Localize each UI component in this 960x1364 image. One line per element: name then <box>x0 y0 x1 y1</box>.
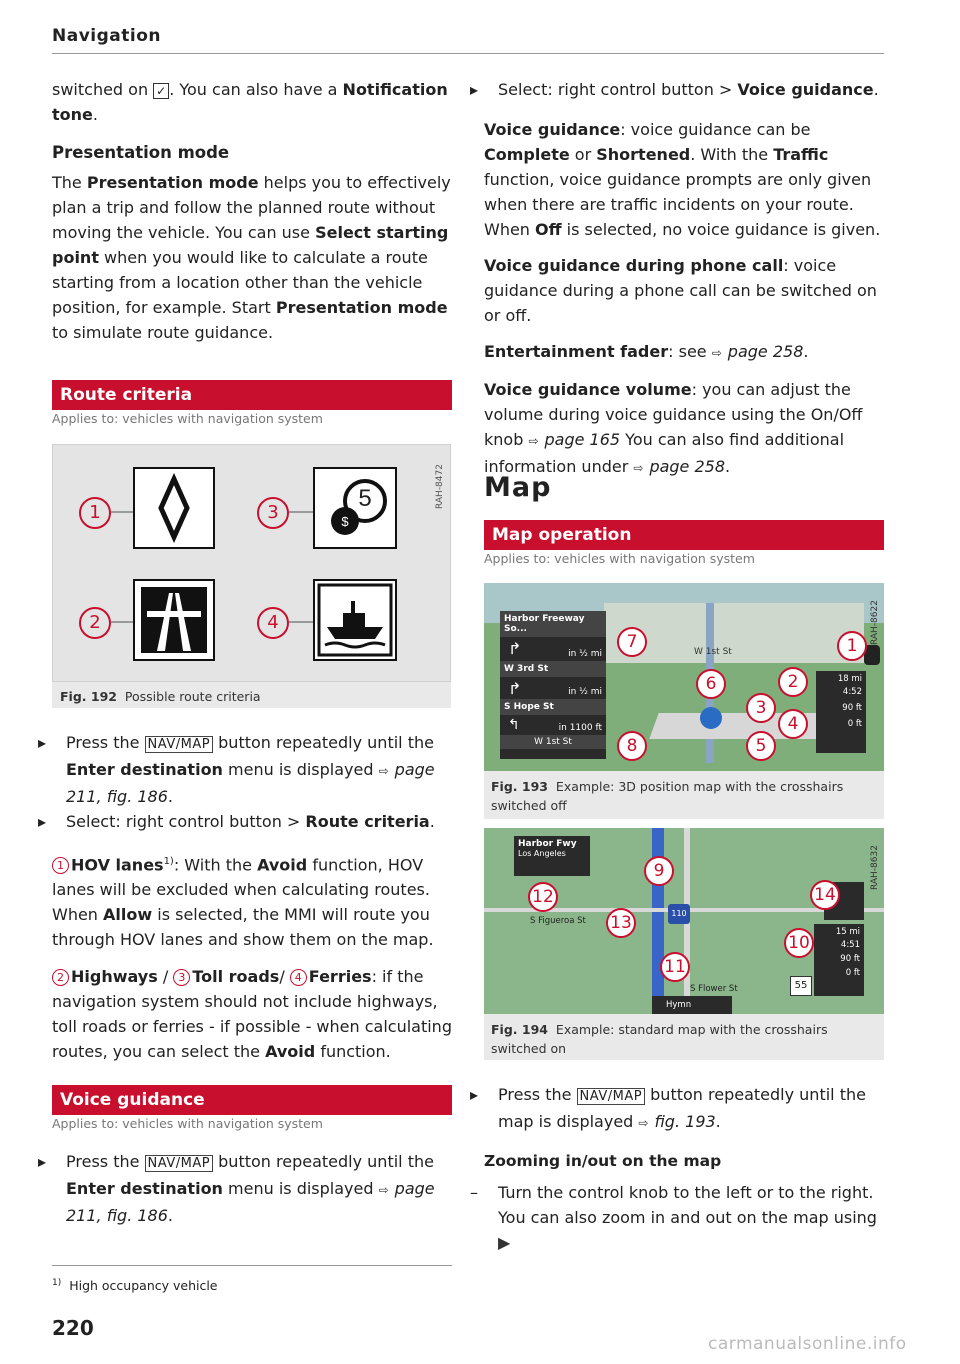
highways-paragraph: 2 Highways / 3 Toll roads/ 4 Ferries: if the navigation system should not include highways, toll roads or ferries - if possible - when calculating routes, you can select the Avoid function. <box>52 967 452 1062</box>
footnote-divider <box>52 1265 452 1266</box>
reference-link[interactable]: page 165 <box>544 430 621 449</box>
callout-ref-4: 4 <box>290 969 307 986</box>
figure-193-code: RAH-8622 <box>870 600 880 645</box>
callout-5-map: 5 <box>746 731 776 761</box>
dash-bullet: – <box>470 1183 478 1202</box>
step-arrow-icon: ▸ <box>38 1152 47 1171</box>
reference-link[interactable]: page 258 <box>727 342 804 361</box>
presentation-mode-heading: Presentation mode <box>52 143 230 162</box>
map-heading: Map <box>484 472 552 503</box>
watermark: carmanualsonline.info <box>708 1334 907 1354</box>
reference-arrow-icon: ⇨ <box>528 434 539 448</box>
maneuver-row-1: in ½ mi ↱ <box>508 639 602 659</box>
volume-paragraph: Voice guidance volume: you can adjust the volume during voice guidance using the On/Off knob ⇨ page 165 You can also find additional information under ⇨ page 258. <box>484 380 863 476</box>
reference-arrow-icon: ⇨ <box>638 1116 649 1130</box>
reference-link[interactable]: page 211, fig. 186 <box>66 760 435 806</box>
callout-7: 7 <box>617 627 647 657</box>
toll-shield-number: 5 <box>358 485 372 512</box>
toll-road-icon <box>313 467 397 549</box>
callout-4-line <box>289 621 313 623</box>
figure-193 <box>484 583 884 819</box>
callout-13-map: 13 <box>606 908 636 938</box>
intro-paragraph: switched on ✓ . You can also have a Notification tone. <box>52 80 448 124</box>
highway-icon <box>133 579 215 661</box>
reference-link[interactable]: fig. 193 <box>654 1112 716 1131</box>
map-street-label: W 1st St <box>694 647 732 657</box>
vehicle-position-icon <box>700 707 722 729</box>
page-number: 220 <box>52 1316 94 1340</box>
callout-11-map: 11 <box>660 952 690 982</box>
entertainment-fader-paragraph: Entertainment fader: see ⇨ page 258. <box>484 342 809 361</box>
street-label-flower: S Flower St <box>690 984 738 994</box>
turn-arrow-icon: ↱ <box>508 639 522 658</box>
route-info-panel: 15 mi 4:51 90 ft 0 ft <box>814 924 864 996</box>
figure-192-caption: Fig. 192 Possible route criteria <box>60 689 261 704</box>
step-select-voice-guidance: ▸ Select: right control button > Voice guidance. <box>484 77 884 102</box>
callout-14-map: 14 <box>810 880 840 910</box>
maneuver-street-4: W 1st St <box>500 735 606 749</box>
map-operation-applies: Applies to: vehicles with navigation system <box>484 551 755 566</box>
figure-193-caption: Fig. 193 Example: 3D position map with the crosshairs switched off <box>491 779 844 813</box>
svg-text:$: $ <box>341 514 349 529</box>
phone-call-paragraph: Voice guidance during phone call: voice guidance during a phone call can be switched on or off. <box>484 256 877 325</box>
callout-2-map: 2 <box>778 667 808 697</box>
footnote: $^{1)}$ High occupancy vehicle <box>52 1278 218 1294</box>
maneuver-street-3: S Hope St <box>500 699 606 715</box>
route-criteria-steps <box>38 730 452 1064</box>
callout-3-map: 3 <box>746 693 776 723</box>
current-street-bar: Hymn <box>652 996 732 1014</box>
figure-194-caption: Fig. 194 Example: standard map with the crosshairs switched on <box>491 1022 828 1056</box>
callout-1-map: 1 <box>837 631 867 661</box>
voice-guidance-section-title: Voice guidance <box>52 1085 452 1115</box>
route-info-panel: 18 mi 4:52 90 ft 0 ft <box>816 671 866 753</box>
left-column <box>52 77 452 345</box>
map-steps <box>470 1082 884 1255</box>
step-arrow-icon: ▸ <box>38 812 47 831</box>
callout-8-map: 8 <box>617 731 647 761</box>
reference-link[interactable]: page 211, fig. 186 <box>66 1179 435 1225</box>
callout-3: 3 <box>257 497 289 529</box>
step-press-nav-map-3: ▸ Press the NAV/MAP button repeatedly until the map is displayed ⇨ fig. 193. <box>484 1082 884 1136</box>
figure-193-map <box>484 583 884 771</box>
step-arrow-icon: ▸ <box>470 1085 479 1104</box>
map-operation-section-title: Map operation <box>484 520 884 550</box>
figure-192-image <box>52 444 451 682</box>
callout-ref-3: 3 <box>173 969 190 986</box>
maneuver-list <box>500 611 606 759</box>
ferry-icon <box>313 579 397 661</box>
voice-guidance-paragraph: Voice guidance: voice guidance can be Complete or Shortened. With the Traffic function, voice guidance prompts are only given when there are traffic incidents on your route. When Off is selected, no voice guidance is given. <box>484 120 881 239</box>
maneuver-row-3: in 1100 ft ↰ <box>508 717 602 733</box>
right-column-text <box>470 77 884 481</box>
figure-194-code: RAH-8632 <box>870 845 880 890</box>
callout-2: 2 <box>79 607 111 639</box>
voice-guidance-steps <box>38 1149 452 1228</box>
callout-9-map: 9 <box>644 856 674 886</box>
voice-guidance-applies: Applies to: vehicles with navigation system <box>52 1116 323 1131</box>
continue-arrow-icon: ▶ <box>498 1233 511 1252</box>
figure-194-map <box>484 828 884 1014</box>
callout-ref-2: 2 <box>52 969 69 986</box>
zoom-paragraph: – Turn the control knob to the left or to the right. You can also zoom in and out on the map using ▶ <box>484 1180 884 1255</box>
figure-192-code: RAH-8472 <box>435 464 445 509</box>
step-arrow-icon: ▸ <box>470 80 479 99</box>
reference-arrow-icon: ⇨ <box>633 461 644 475</box>
nav-map-key: NAV/MAP <box>577 1088 646 1105</box>
callout-6-map: 6 <box>696 669 726 699</box>
maneuver-street-1: Harbor Freeway So... <box>500 611 606 637</box>
street-label-figueroa: S Figueroa St <box>530 916 586 926</box>
step-press-nav-map-2: ▸ Press the NAV/MAP button repeatedly until the Enter destination menu is displayed ⇨ page 211, fig. 186. <box>52 1149 452 1228</box>
callout-3-line <box>289 511 313 513</box>
highway-shield-icon: 110 <box>668 904 690 924</box>
hov-lanes-paragraph: 1 HOV lanes$^{1)}$: With the Avoid function, HOV lanes will be excluded when calculating routes. When Allow is selected, the MMI will route you through HOV lanes and show them on the map. <box>52 855 434 950</box>
reference-link[interactable]: page 258 <box>649 457 726 476</box>
reference-arrow-icon: ⇨ <box>378 1183 389 1197</box>
step-press-nav-map: ▸ Press the NAV/MAP button repeatedly until the Enter destination menu is displayed ⇨ page 211, fig. 186. <box>52 730 452 809</box>
callout-1: 1 <box>79 497 111 529</box>
presentation-paragraph: The Presentation mode helps you to effectively plan a trip and follow the planned route without moving the vehicle. You can use Select starting point when you would like to calculate a route starting from a location other than the vehicle position, for example. Start Presentation mode to simulate route guidance. <box>52 173 451 342</box>
route-criteria-applies: Applies to: vehicles with navigation system <box>52 411 323 426</box>
maneuver-row-2: in ½ mi ↱ <box>508 679 602 698</box>
figure-192 <box>52 444 451 708</box>
route-criteria-section-title: Route criteria <box>52 380 452 410</box>
callout-1-line <box>111 511 133 513</box>
street-info-box: Harbor Fwy Los Angeles <box>514 836 590 876</box>
callout-4: 4 <box>257 607 289 639</box>
speed-limit-sign: 55 <box>790 976 812 996</box>
callout-12-map: 12 <box>528 882 558 912</box>
nav-map-key: NAV/MAP <box>145 736 214 753</box>
step-arrow-icon: ▸ <box>38 733 47 752</box>
reference-arrow-icon: ⇨ <box>711 346 722 360</box>
callout-4-map: 4 <box>778 709 808 739</box>
page-header: Navigation <box>52 26 161 46</box>
zoom-heading: Zooming in/out on the map <box>484 1152 722 1170</box>
hov-lane-diamond-icon <box>133 467 215 549</box>
turn-arrow-icon: ↱ <box>508 679 522 698</box>
callout-2-line <box>111 621 133 623</box>
callout-ref-1: 1 <box>52 857 69 874</box>
header-divider <box>52 53 884 54</box>
maneuver-street-2: W 3rd St <box>500 661 606 677</box>
checkbox-icon: ✓ <box>153 83 169 99</box>
turn-arrow-icon: ↰ <box>508 717 520 733</box>
nav-map-key: NAV/MAP <box>145 1155 214 1172</box>
step-select-route-criteria: ▸ Select: right control button > Route criteria. <box>52 809 452 834</box>
callout-10-map: 10 <box>784 928 814 958</box>
reference-arrow-icon: ⇨ <box>378 764 389 778</box>
figure-194 <box>484 828 884 1060</box>
